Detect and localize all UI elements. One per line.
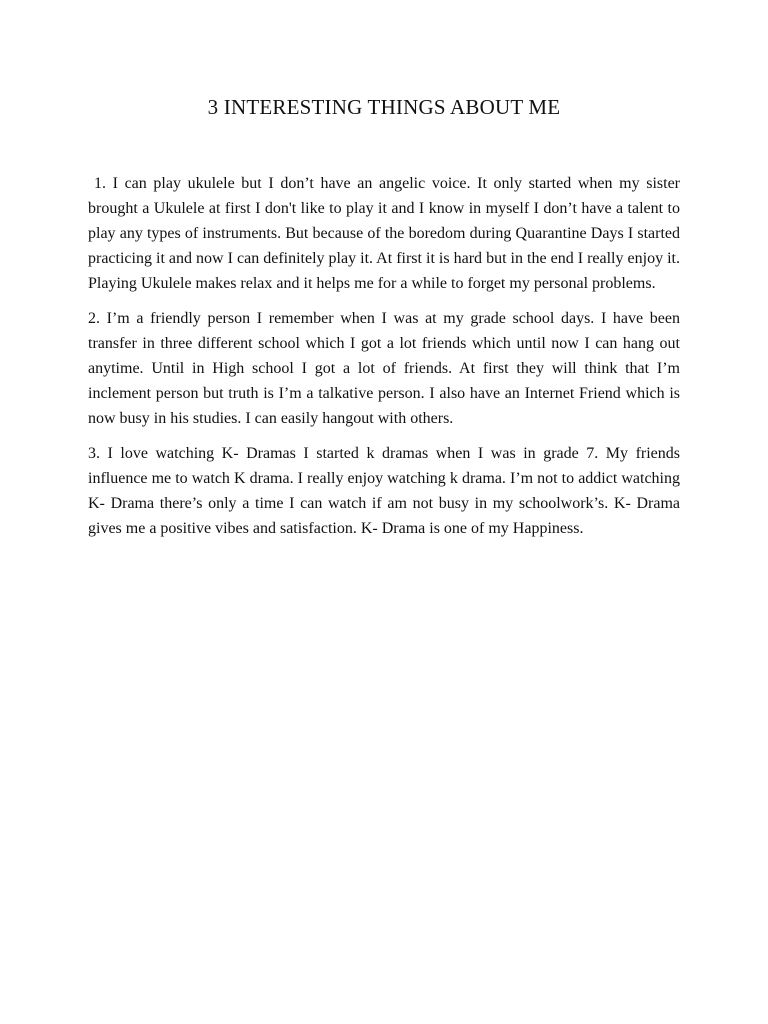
paragraph-ukulele: 1. I can play ukulele but I don’t have an angelic voice. It only started when my sister brought a Ukulele at first I don't like to play it and I know in myself I don’t have a talent to play any types of instruments. But because of the boredom during Quarantine Days I started practicing it and now I can definitely play it. At first it is hard but in the end I really enjoy it. Playing Ukulele makes relax and it helps me for a while to forget my personal problems. (88, 175, 680, 292)
paragraph-friendly: 2. I’m a friendly person I remember when I was at my grade school days. I have been transfer in three different school which I got a lot friends which until now I can hang out anytime. Until in High school I got a lot of friends. At first they will think that I’m inclement person but truth is I’m a talkative person. I also have an Internet Friend which is now busy in his studies. I can easily hangout with others. (88, 310, 680, 427)
document-body (88, 171, 680, 551)
document-title: 3 INTERESTING THINGS ABOUT ME (207, 95, 561, 119)
paragraph-kdrama: 3. I love watching K- Dramas I started k dramas when I was in grade 7. My friends influence me to watch K drama. I really enjoy watching k drama. I’m not to addict watching K- Drama there’s only a time I can watch if am not busy in my schoolwork’s. K- Drama gives me a positive vibes and satisfaction. K- Drama is one of my Happiness. (88, 445, 680, 537)
